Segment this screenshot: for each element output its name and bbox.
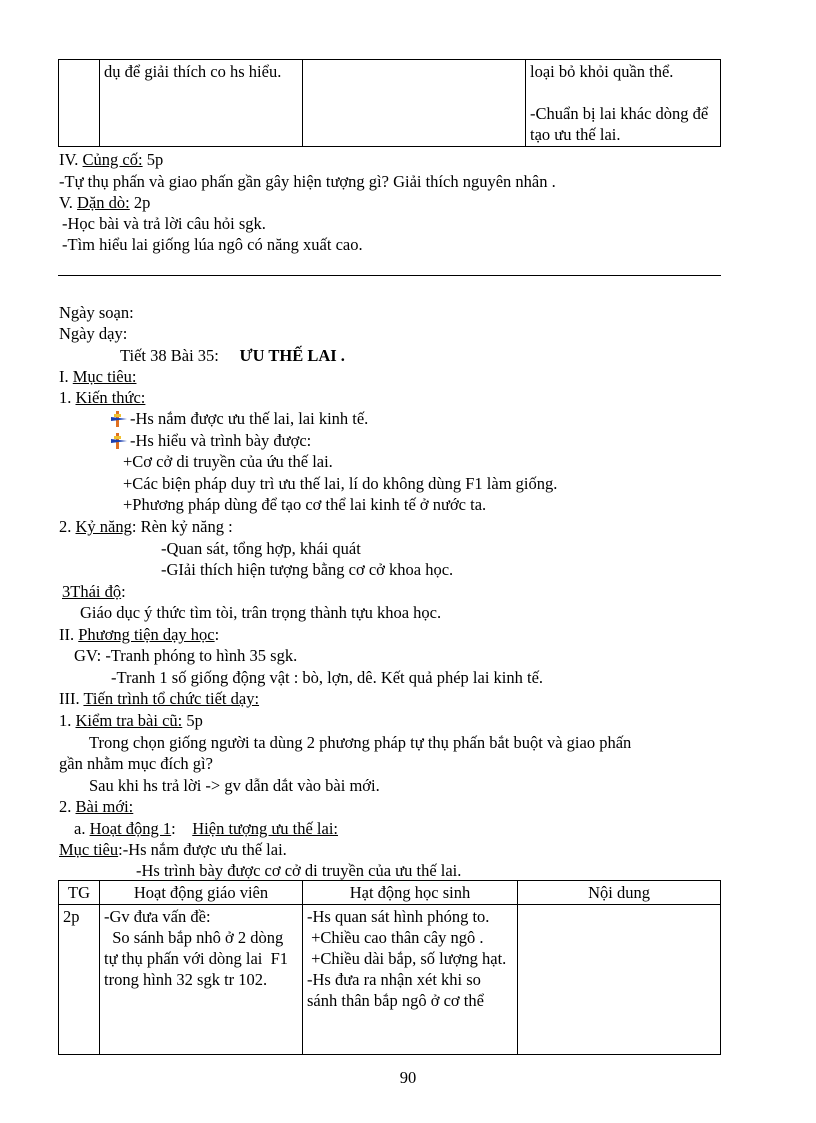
top-table-col2: dụ để giải thích co hs hiểu. [100, 60, 303, 147]
top-table-col3 [303, 60, 526, 147]
section5-item-1: -Học bài và trả lời câu hỏi sgk. [62, 214, 266, 233]
kiem-tra-para-2: gần nhằm mục đích gì? [59, 754, 213, 773]
hoat-dong-1-heading: a. Hoạt động 1: Hiện tượng ưu thế lai: [74, 819, 339, 838]
divider-line [58, 275, 721, 276]
cell-tg: 2p [59, 905, 100, 1055]
bai-moi-heading: 2. Bài mới: [59, 797, 134, 816]
kien-thuc-bullet-2: -Hs hiểu và trình bày được: [111, 430, 311, 451]
top-table [58, 59, 721, 147]
hd1-muc-tieu-2: -Hs trình bày được cơ cở di truyền của ưu thế lai. [136, 861, 462, 880]
cell-noi-dung [518, 905, 721, 1055]
kien-thuc-sub-2: +Các biện pháp duy trì ưu thế lai, lí do không dùng F1 làm giống. [123, 474, 558, 493]
ky-nang-item-2: -GIải thích hiện tượng bằng cơ cở khoa học. [161, 560, 454, 579]
top-table-col1 [59, 60, 100, 147]
phuong-tien-line-1: GV: -Tranh phóng to hình 35 sgk. [74, 646, 298, 665]
ky-nang-item-1: -Quan sát, tổng hợp, khái quát [161, 539, 361, 558]
thai-do-heading: 3Thái độ: [62, 582, 126, 601]
header-noi-dung: Nội dung [518, 881, 721, 905]
section4-question: -Tự thụ phấn và giao phấn gần gây hiện tượng gì? Giải thích nguyên nhân . [59, 172, 556, 191]
kien-thuc-heading: 1. Kiến thức: [59, 388, 146, 407]
activity-table [58, 880, 721, 1055]
page-number: 90 [399, 1068, 417, 1087]
hd1-muc-tieu-1: Mục tiêu:-Hs nắm được ưu thế lai. [59, 840, 287, 859]
table-row [59, 905, 721, 1055]
table-header-row [59, 881, 721, 905]
ngay-day: Ngày dạy: [59, 324, 128, 343]
ngay-soan: Ngày soạn: [59, 303, 134, 322]
header-gv: Hoạt động giáo viên [100, 881, 303, 905]
tien-trinh-heading: III. Tiến trình tổ chức tiết dạy: [59, 689, 260, 708]
section5-heading: V. Dặn dò: 2p [59, 193, 151, 212]
thai-do-text: Giáo dục ý thức tìm tòi, trân trọng thành tựu khoa học. [80, 603, 442, 622]
lesson-header: Tiết 38 Bài 35: ƯU THẾ LAI . [120, 346, 345, 365]
phuong-tien-heading: II. Phương tiện dạy học: [59, 625, 220, 644]
top-table-col4-line2: -Chuẩn bị lai khác dòng để tạo ưu thế lai. [530, 104, 709, 144]
lesson-title: ƯU THẾ LAI . [239, 346, 345, 365]
kiem-tra-para-3: Sau khi hs trả lời -> gv dẫn dắt vào bài mới. [89, 776, 380, 795]
kiem-tra-para-1: Trong chọn giống người ta dùng 2 phương pháp tự thụ phấn bắt buột và giao phấn [89, 733, 632, 752]
top-table-col4-line1: loại bỏ khỏi quần thể. [530, 62, 674, 81]
kien-thuc-sub-3: +Phương pháp dùng để tạo cơ thể lai kinh tế ở nước ta. [123, 495, 487, 514]
kiem-tra-heading: 1. Kiểm tra bài cũ: 5p [59, 711, 203, 730]
cell-hs: -Hs quan sát hình phóng to. +Chiều cao thân cây ngô . +Chiều dài bắp, số lượng hạt. -Hs đưa ra nhận xét khi so sánh thân bắp ngô ở cơ thể [303, 905, 518, 1055]
kien-thuc-sub-1: +Cơ cở di truyền của ứu thế lai. [123, 452, 333, 471]
section5-item-2: -Tìm hiểu lai giống lúa ngô có năng xuất cao. [62, 235, 363, 254]
top-table-col4 [526, 60, 721, 147]
section4-heading: IV. Củng cố: 5p [59, 150, 164, 169]
header-hs: Hạt động học sinh [303, 881, 518, 905]
muc-tieu-heading: I. Mục tiêu: [59, 367, 137, 386]
ky-nang-heading: 2. Kỷ năng: Rèn kỷ năng : [59, 517, 233, 536]
arrow-bullet-icon [111, 411, 127, 427]
arrow-bullet-icon [111, 433, 127, 449]
phuong-tien-line-2: -Tranh 1 số giống động vật : bò, lợn, dê. Kết quả phép lai kinh tế. [111, 668, 544, 687]
cell-gv: -Gv đưa vấn đề: So sánh bắp nhô ở 2 dòng tự thụ phấn với dòng lai F1 trong hình 32 sgk tr 102. [100, 905, 303, 1055]
kien-thuc-bullet-1: -Hs nắm được ưu thế lai, lai kinh tế. [111, 408, 368, 429]
header-tg: TG [59, 881, 100, 905]
